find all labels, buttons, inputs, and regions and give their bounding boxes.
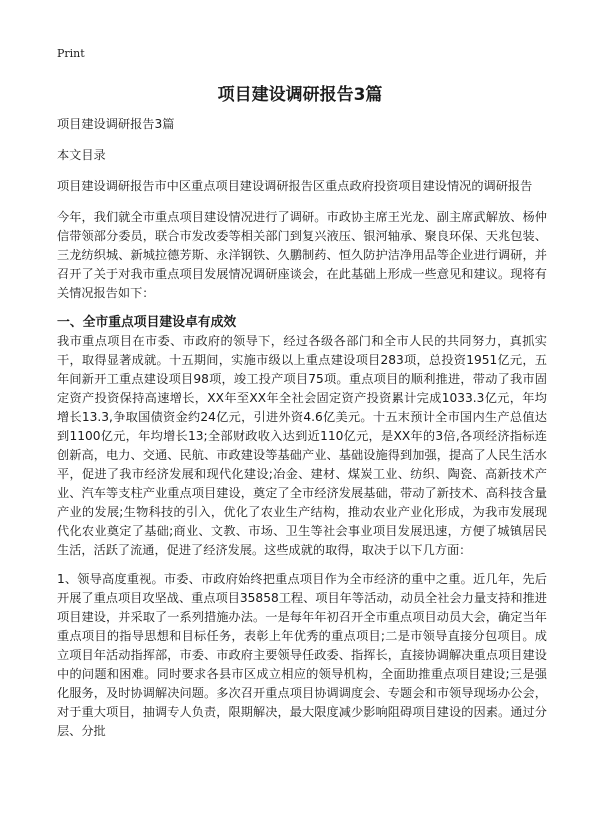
section-paragraph: 我市重点项目在市委、市政府的领导下，经过各级各部门和全市人民的共同努力，真抓实干，取得显著成就。十五期间，实施市级以上重点建设项目283项，总投资1951亿元，五年间新开工重点建设项目98项，竣工投产项目75项。重点项目的顺利推进，带动了我市固定资产投资保持高速增长，XX年至XX年全社会固定资产投资累计完成1033.3亿元，年均增长13.3,争取国债资金约24亿元，引进外资4.6亿美元。十五末预计全市国内生产总值达到1100亿元，年均增长13;全部财政收入达到近110亿元，是XX年的3倍,各项经济指标连创新高，电力、交通、民航、市政建设等基础产业、基础设施得到加强，提高了人民生活水平，促进了我市经济发展和现代化建设;冶金、建材、煤炭工业、纺织、陶瓷、高新技术产业、汽车等支柱产业重点项目建设，奠定了全市经济发展基础，带动了新技术、高科技含量产业的发展;生物科技的引入，优化了农业生产结构，推动农业产业化形成，为我市发展现代化农业奠定了基础;商业、文教、市场、卫生等社会事业项目发展迅速，方便了城镇居民生活，活跃了流通，促进了经济发展。这些成就的取得，取决于以下几方面： xyxy=(57,334,547,557)
toc-label: 本文目录 xyxy=(57,148,106,162)
section-point-1: 1、领导高度重视。市委、市政府始终把重点项目作为全市经济的重中之重。近几年，先后开展了重点项目攻坚战、重点项目35858工程、项目年等活动，动员全社会力量支持和推进项目建设，并采取了一系列措施办法。一是每年年初召开全市重点项目动员大会，确定当年重点项目的指导思想和目标任务，表彰上年优秀的重点项目;二是市领导直接分包项目。成立项目年活动指挥部，市委、市政府主要领导任政委、指挥长，直接协调解决重点项目建设中的问题和困难。同时要求各县市区成立相应的领导机构，全面助推重点项目建设;三是强化服务，及时协调解决问题。多次召开重点项目协调调度会、专题会和市领导现场办公会，对于重大项目，抽调专人负责，限期解决，最大限度减少影响阻碍项目建设的因素。通过分层、分批 xyxy=(57,572,547,738)
document-title: 项目建设调研报告3篇 xyxy=(217,85,383,105)
print-label: Print xyxy=(57,47,85,60)
document-subtitle: 项目建设调研报告3篇 xyxy=(57,117,175,131)
toc-entry: 项目建设调研报告市中区重点项目建设调研报告区重点政府投资项目建设情况的调研报告 xyxy=(57,179,533,193)
intro-paragraph: 今年，我们就全市重点项目建设情况进行了调研。市政协主席王光龙、副主席武解放、杨仲信带领部分委员，联合市发改委等相关部门到复兴液压、银河轴承、聚良环保、天兆包装、三龙纺织城、新城拉德芳斯、永洋钢铁、久鹏制药、恒久防护洁净用品等企业进行调研，并召开了关于对我市重点项目发展情况调研座谈会，在此基础上形成一些意见和建议。现将有关情况报告如下： xyxy=(57,210,547,300)
section-heading: 一、全市重点项目建设卓有成效 xyxy=(57,315,237,330)
document-body xyxy=(57,115,547,751)
